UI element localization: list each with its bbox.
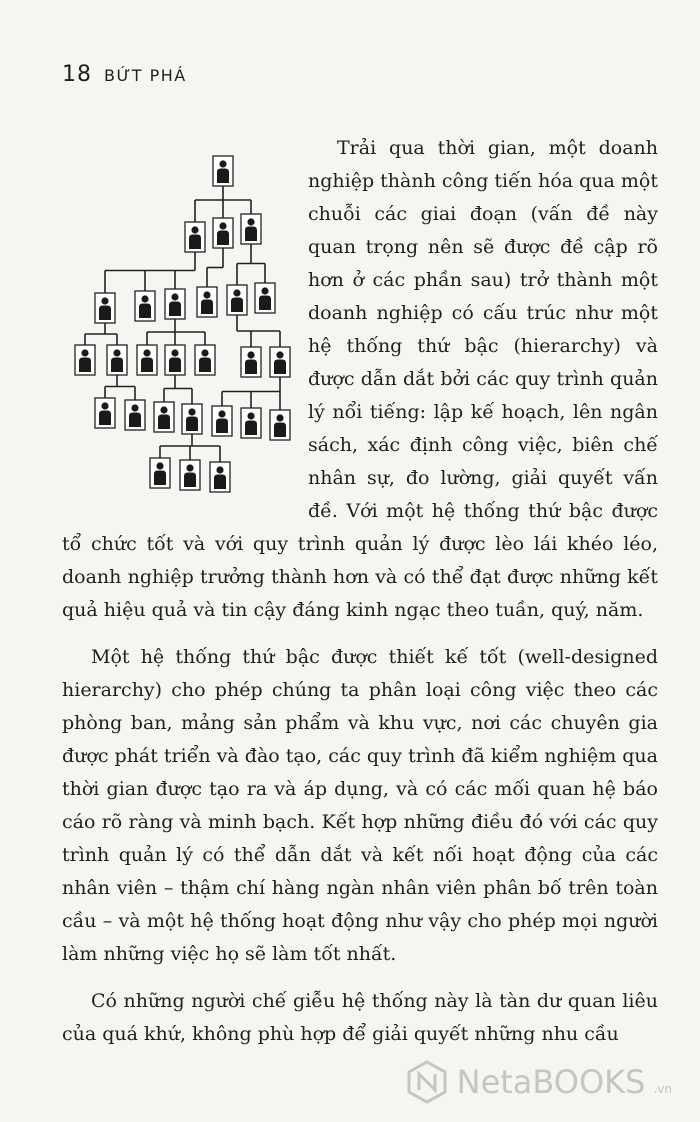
book-title: BỨT PHÁ xyxy=(104,66,187,85)
paragraph-1: Trải qua thời gian, một doanh nghiệp thành công tiến hóa qua một chuỗi các giai đoạn (vấn đề này quan trọng nên sẽ được đề cập rõ hơn ở các phần sau) trở thành một doanh nghiệp có cấu trúc như một hệ thống thứ bậc (hierarchy) và được dẫn dắt bởi các quy trình quản lý nổi tiếng: lập kế hoạch, lên ngân sách, xác định công việc, biên chế nhân sự, đo lường, giải quyết vấn đề. Với một hệ thống thứ bậc được tổ chức tốt và với quy trình quản lý được lèo lái khéo léo, doanh nghiệp trưởng thành hơn và có thể đạt được những kết quả hiệu quả và tin cậy đáng kinh ngạc theo tuần, quý, năm. xyxy=(62,137,658,621)
body-text xyxy=(62,132,658,1065)
netabooks-logo-icon xyxy=(405,1060,449,1104)
page-number: 18 xyxy=(62,62,92,87)
figure-space xyxy=(62,132,308,528)
paragraph-3: Có những người chế giễu hệ thống này là tàn dư quan liêu của quá khứ, không phù hợp để giải quyết những nhu cầu xyxy=(62,990,658,1045)
watermark-brand: NetaBOOKS xyxy=(456,1063,646,1101)
watermark xyxy=(405,1060,672,1104)
paragraph-2: Một hệ thống thứ bậc được thiết kế tốt (well-designed hierarchy) cho phép chúng ta phân loại công việc theo các phòng ban, mảng sản phẩm và khu vực, nơi các chuyên gia được phát triển và đào tạo, các quy trình đã kiểm nghiệm qua thời gian được tạo ra và áp dụng, và có các mối quan hệ báo cáo rõ ràng và minh bạch. Kết hợp những điều đó với các quy trình quản lý có thể dẫn dắt và kết nối hoạt động của các nhân viên – thậm chí hàng ngàn nhân viên phân bố trên toàn cầu – và một hệ thống hoạt động như vậy cho phép mọi người làm những việc họ sẽ làm tốt nhất. xyxy=(62,646,658,965)
page-header xyxy=(62,62,187,87)
watermark-suffix: .vn xyxy=(653,1082,672,1096)
